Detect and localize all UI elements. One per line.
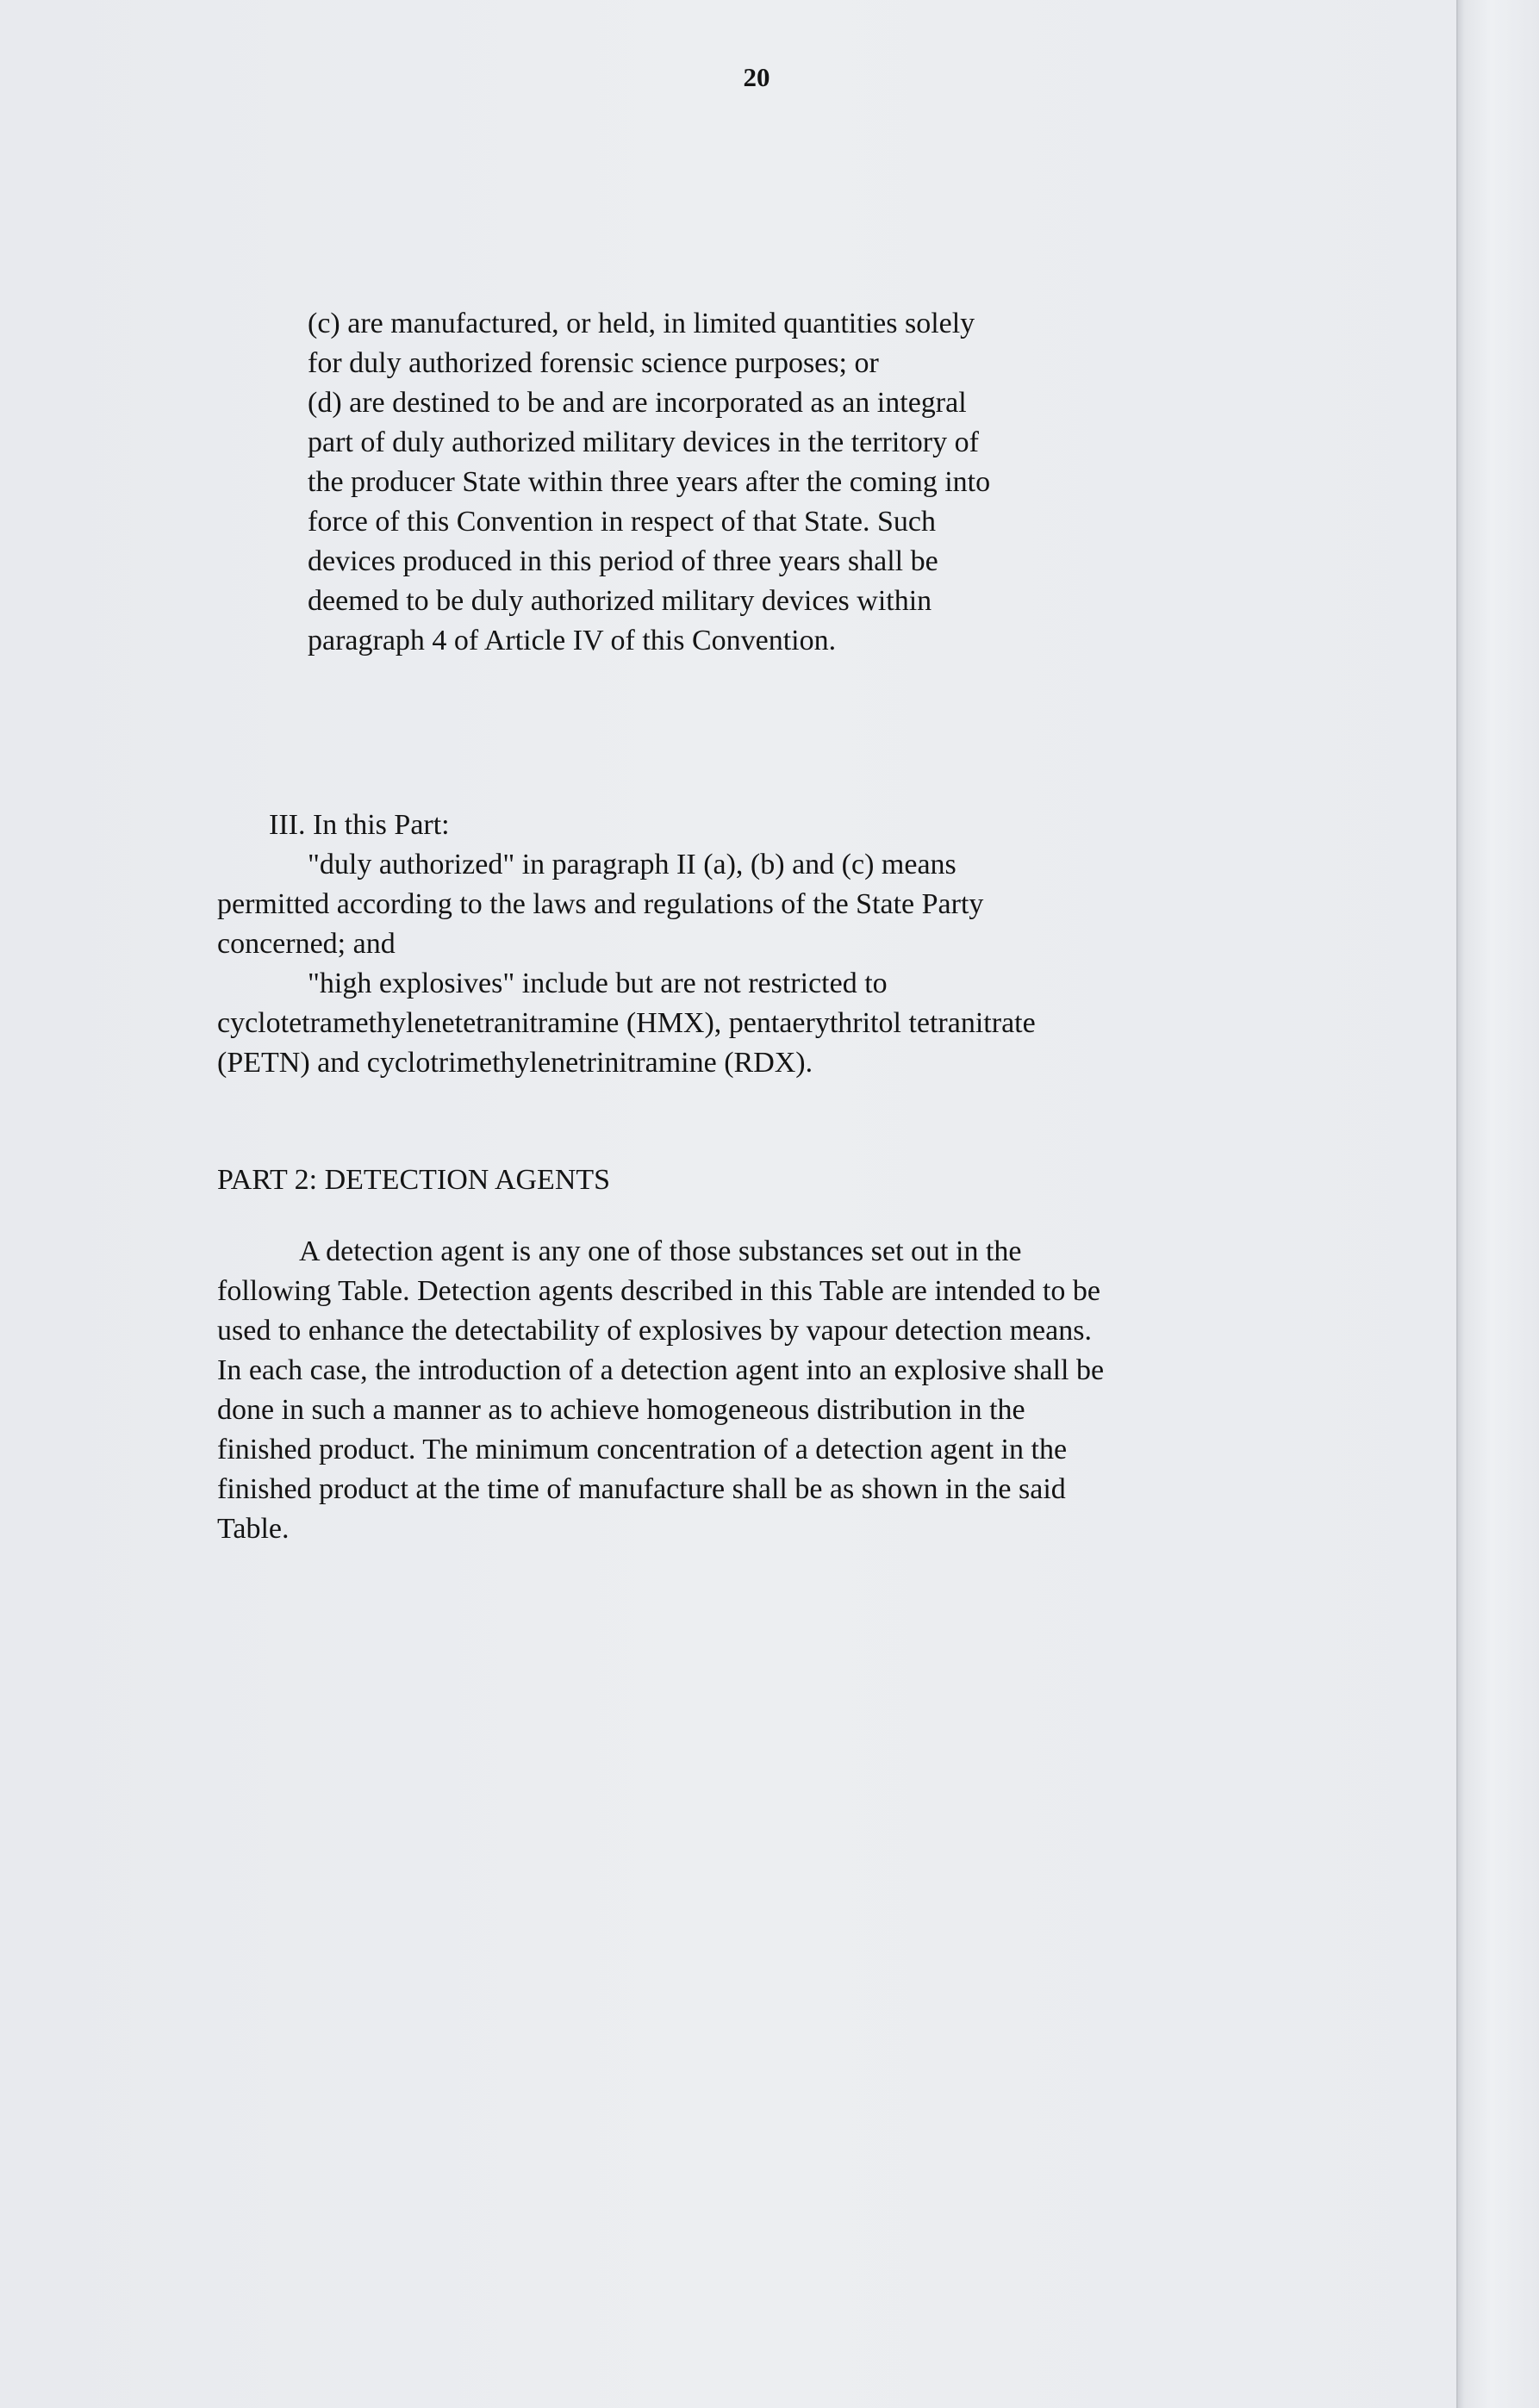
- text-line: cyclotetramethylenetetranitramine (HMX), pentaerythritol tetranitrate: [217, 1007, 1036, 1039]
- text-line: permitted according to the laws and regulations of the State Party: [217, 888, 984, 920]
- text-line: paragraph 4 of Article IV of this Convention.: [308, 625, 837, 656]
- text-line: concerned; and: [217, 928, 396, 960]
- paragraph-c-d: [308, 304, 990, 661]
- text-line: finished product at the time of manufacture shall be as shown in the said: [217, 1473, 1066, 1505]
- text-line: In each case, the introduction of a detection agent into an explosive shall be: [217, 1354, 1105, 1386]
- page-binding-edge: [1456, 0, 1539, 2408]
- section-iii-heading: III. In this Part:: [269, 809, 450, 841]
- text-line: following Table. Detection agents described in this Table are intended to be: [217, 1275, 1101, 1307]
- text-line: used to enhance the detectability of explosives by vapour detection means.: [217, 1315, 1092, 1347]
- text-line: done in such a manner as to achieve homogeneous distribution in the: [217, 1394, 1025, 1426]
- text-line: Table.: [217, 1513, 290, 1545]
- definition-high-explosives: "high explosives" include but are not restricted to: [308, 968, 888, 999]
- text-line: for duly authorized forensic science purposes; or: [308, 347, 879, 379]
- text-line: finished product. The minimum concentration of a detection agent in the: [217, 1434, 1068, 1465]
- part-2-paragraph: [217, 1232, 1104, 1549]
- text-line: (d) are destined to be and are incorporated as an integral: [308, 387, 967, 419]
- text-line: force of this Convention in respect of that State. Such: [308, 506, 936, 538]
- page-number: 20: [743, 62, 770, 92]
- text-line: deemed to be duly authorized military devices within: [308, 585, 932, 617]
- text-line: devices produced in this period of three years shall be: [308, 545, 938, 577]
- section-iii-definitions: [217, 806, 1036, 1083]
- part-2-heading: PART 2: DETECTION AGENTS: [217, 1164, 611, 1196]
- text-line: part of duly authorized military devices in the territory of: [308, 426, 979, 458]
- text-line: (PETN) and cyclotrimethylenetrinitramine (RDX).: [217, 1047, 813, 1079]
- text-line: (c) are manufactured, or held, in limited quantities solely: [308, 308, 975, 339]
- text-line: A detection agent is any one of those substances set out in the: [299, 1235, 1022, 1267]
- text-line: the producer State within three years after the coming into: [308, 466, 991, 498]
- definition-duly-authorized: "duly authorized" in paragraph II (a), (b) and (c) means: [308, 849, 956, 880]
